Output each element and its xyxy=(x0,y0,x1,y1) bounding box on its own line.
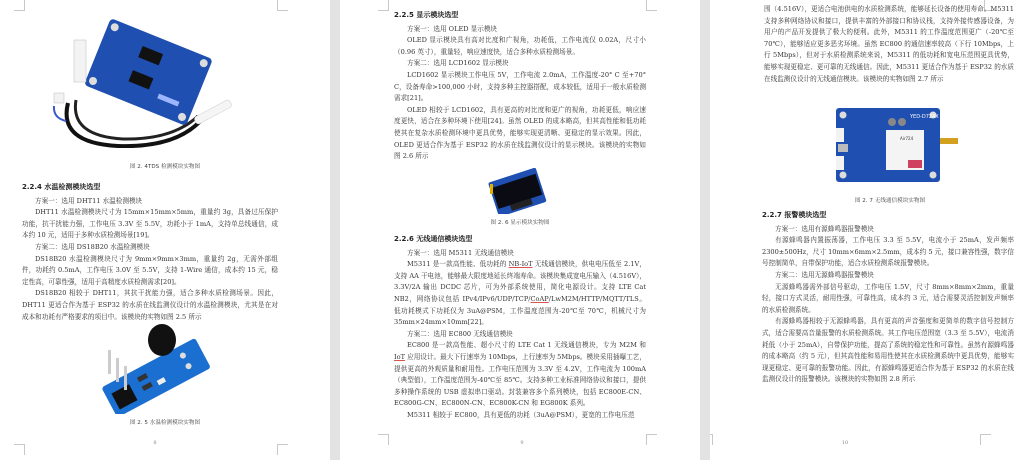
paragraph: DS18B20 水温检测模块尺寸为 9mm×9mm×3mm，重量约 2g，无需外部组件，功耗约 0.5mA，工作电压 3.0V 至 5.5V，支持 1-Wire 通信，成本约 15 元，稳定性高，可靠性强，适用于高精度水质检测需求[20]。 xyxy=(22,254,278,286)
svg-text:Air724: Air724 xyxy=(900,136,914,141)
spellcheck-flag[interactable]: CoAP xyxy=(530,294,549,303)
margin-mark xyxy=(277,0,288,11)
wireless-module-photo xyxy=(834,106,964,184)
paragraph: 有源蜂鸣器相较于无源蜂鸣器，具有更高的声音强度和更简单的数字信号控制方式，适合需要高音量报警的水质检测系统。其工作电压范围宽（3.3 至 5.5V），电流消耗低（小于 25mA），自带保护功能，提高了系统的稳定性和可靠性。虽然有源蜂鸣器的成本略高（约 5 元），但其高性能和易用性使其在水质检测系统中更具优势，能够实现更稳定、更可靠的报警功能。因此，有源蜂鸣器更适合作为基于 ESP32 的水质在线监测仪设计的报警模块。该模块的实物如图 2.8 所示 xyxy=(762,317,1014,384)
paragraph: OLED 显示模块具有高对比度和广视角，功耗低，工作电流仅 0.02A，尺寸小（0.96 英寸），重量轻，响应速度快，适合多种水质检测场景。 xyxy=(394,36,646,56)
paragraph: LCD1602 显示模块工作电压 5V，工作电流 2.0mA，工作温度-20° C 至+70° C，设备寿命>100,000 小时，支持多种主控器搭配，成本较低，适用于一般水质检测需求[21]。 xyxy=(394,70,646,103)
section-2-2-7 xyxy=(762,206,1014,386)
paragraph: 方案二：选用无源蜂鸣器报警模块 xyxy=(775,270,874,279)
margin-mark xyxy=(277,444,288,455)
paragraph: 有源蜂鸣器内置振荡器，工作电压 3.3 至 5.5V，电流小于 25mA，发声频率 2300±500Hz，尺寸 10mm×6mm×2.5mm，成本约 5 元，接口兼容性强，数字信号控制简单，自带保护功能，适合水质检测系统报警模块。 xyxy=(762,236,1014,268)
document-page-9 xyxy=(340,0,700,460)
paragraph: DS18B20 相较于 DHT11，其抗干扰能力强，适合多种水质检测场景。因此，DHT11 更适合作为基于 ESP32 的水质在线监测仪设计的水温检测模块，尤其是在对成本和功耗有严格要求的项目中。该模块的实物如图 2.5 所示 xyxy=(22,289,278,321)
figure-caption: 图 2. 5 水温检测模块实物图 xyxy=(129,420,201,426)
paragraph: 方案一：选用 M5311 无线通信模块 xyxy=(407,248,514,257)
section-2-2-4 xyxy=(22,178,278,323)
page-number: 9 xyxy=(520,440,524,446)
paragraph: 方案一：选用 OLED 显示模块 xyxy=(407,24,498,33)
paragraph: 无源蜂鸣器需外部信号驱动，工作电压 1.5V，尺寸 8mm×8mm×2mm，重量轻，接口方式灵活，耐用性强，可靠性高，成本约 3 元，适合需要灵活控制发声频率的水质检测系统。 xyxy=(762,282,1014,314)
section-2-2-5 xyxy=(394,6,646,163)
paragraph: 方案二：选用 EC800 无线通信模块 xyxy=(407,329,513,338)
section-2-2-6 xyxy=(394,230,646,422)
temperature-sensor-module-photo xyxy=(92,322,212,414)
paragraph: OLED 相较于 LCD1602，具有更高的对比度和更广的视角，功耗更低，响应速度更快，适合在多种环境下使用[24]。虽然 OLED 的成本略高，但其高性能和低功耗使其在复杂水质检测环境中更具优势，能够实现更清晰、更稳定的显示效果。因此，OLED 更适合作为基于 ESP32 的水质在线监测仪设计的显示模块。该模块的实物如图 2.6 所示 xyxy=(394,105,646,161)
margin-mark xyxy=(646,434,657,445)
figure-caption: 图 2. 6 显示模块实物图 xyxy=(490,220,550,226)
section-heading: 2.2.4 水温检测模块选型 xyxy=(22,183,101,191)
paragraph: 围（4.516V），更适合电池供电的水质检测系统，能够延长设备的使用寿命。M5311 支持多种网络协议和接口，提供丰富的外部接口和协议栈，支持外接传感器设备，为用户的产品开发提供了极大的便利。此外，M5311 的工作温度范围更广（-20℃至 70℃），能够适应更多恶劣环境。虽然 EC800 的通信速率较高（下行 10Mbps，上行 5Mbps），但对于水质检测系统来说，M5311 的低功耗和宽电压范围更具优势，能够实现更稳定、更可靠的无线通信。因此，M5311 更适合作为基于 ESP32 的水质在线监测仪设计的无线通信模块。该模块的实物如图 2.7 所示 xyxy=(764,5,1014,83)
section-heading: 2.2.7 报警模块选型 xyxy=(762,211,827,219)
figure-caption: 图 2. 7 无线通信模块实物图 xyxy=(854,198,926,204)
margin-mark xyxy=(646,0,657,11)
section-heading: 2.2.5 显示模块选型 xyxy=(394,11,459,19)
section-heading: 2.2.6 无线通信模块选型 xyxy=(394,235,473,243)
spellcheck-flag[interactable]: NB-IoT xyxy=(508,260,533,269)
page-number: 8 xyxy=(153,440,157,446)
paragraph: M5311 相较于 EC800，具有更低的功耗（3uA@PSM），更宽的工作电压范 xyxy=(407,410,635,419)
document-page-10 xyxy=(710,0,1024,460)
margin-mark xyxy=(14,444,25,455)
figure-caption: 图 2. 4TDS 检测模块实物图 xyxy=(129,164,201,170)
paragraph: 方案一：选用有源蜂鸣器报警模块 xyxy=(775,224,874,233)
wireless-comparison-continued xyxy=(764,4,1014,85)
tds-sensor-module-photo xyxy=(48,18,248,148)
margin-mark xyxy=(378,434,389,445)
paragraph: 方案二：选用 LCD1602 显示模块 xyxy=(407,59,509,68)
document-page-8 xyxy=(0,0,330,460)
margin-mark xyxy=(378,0,389,11)
paragraph: DHT11 水温检测模块尺寸为 15mm×15mm×5mm，重量约 3g，具备过压保护功能，抗干扰能力强，工作电压 3.3V 至 5.5V，功耗小于 1mA，支持单总线通信，成本约 10 元，适用于多种水质检测场景[19]。 xyxy=(22,208,278,240)
spellcheck-flag[interactable]: IoT xyxy=(394,352,405,361)
paragraph: M5311 是一款高性能、低功耗的 NB-IoT 无线通信模块，供电电压低至 2.1V，支持 AA 干电池，能够最大限度地延长终端寿命。该模块集成宽电压输入（4.516V），3.3V/2A 输出 DCDC 芯片，可为外部系统使用，简化电源设计。支持 LTE Cat NB2，网络协议包括 IPv4/IPv6/UDP/TCP/CoAP/LwM2M/HTTP/MQTT/TLS。低功耗模式下功耗仅为 3uA@PSM，工作温度范围为-20℃至 70℃，机械尺寸为 35mm×24mm×10mm[22]。 xyxy=(394,260,647,327)
paragraph: EC800 是一款高性能、超小尺寸的 LTE Cat 1 无线通信模块，专为 M2M 和 IoT 应用设计。最大下行速率为 10Mbps，上行速率为 5Mbps。模块采用插曝工艺，提供更高的外观质量和耐用性。工作电压范围为 3.3V 至 4.2V，工作电流为 100mA（典型值），工作温度范围为-40℃至 85℃。支持多种工业标准网络协议和接口，提供多种操作系统的 USB 虚拟串口驱动。封装兼容多个系列模块，包括 EC800E-CN、EC800G-CN、EC800N-CN、EC800K-CN 和 EG800K 系列。 xyxy=(394,341,646,408)
margin-mark xyxy=(710,434,713,445)
margin-mark xyxy=(980,434,991,445)
svg-text:YED-D724X: YED-D724X xyxy=(910,114,939,120)
margin-mark xyxy=(14,0,25,11)
page-number: 10 xyxy=(841,440,849,446)
oled-display-module-photo xyxy=(488,168,548,214)
paragraph: 方案二：选用 DS18B20 水温检测模块 xyxy=(35,242,150,251)
paragraph: 方案一：选用 DHT11 水温检测模块 xyxy=(35,196,143,205)
